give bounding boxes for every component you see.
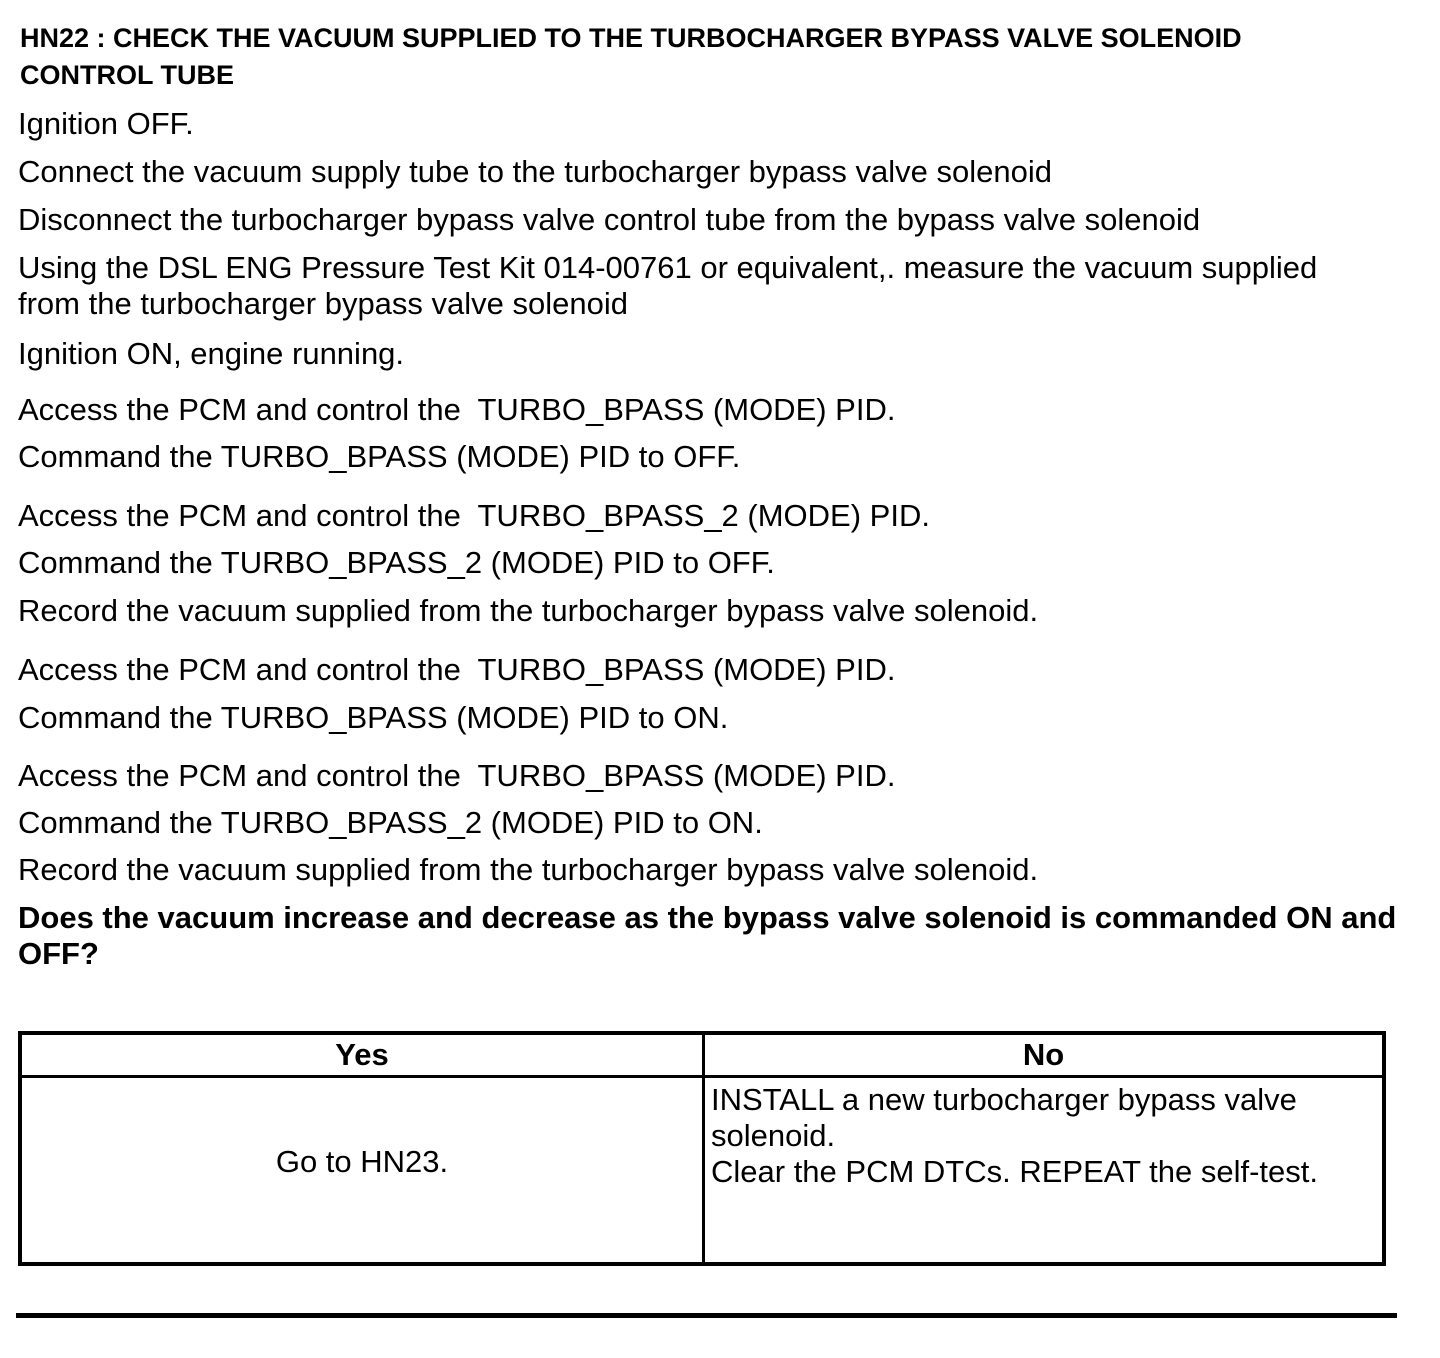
- step-line: Record the vacuum supplied from the turbocharger bypass valve solenoid.: [18, 593, 1039, 628]
- yes-action: Go to HN23.: [20, 1077, 704, 1265]
- decision-table: [18, 1031, 1386, 1266]
- no-action-clear: Clear the PCM DTCs. REPEAT the self-test.: [711, 1154, 1318, 1189]
- yes-header: Yes: [20, 1033, 704, 1077]
- step-line: Disconnect the turbocharger bypass valve control tube from the bypass valve solenoid: [18, 202, 1201, 237]
- no-action-install: INSTALL a new turbocharger bypass valve solenoid.: [711, 1082, 1297, 1153]
- no-action: [704, 1077, 1385, 1265]
- step-line: Ignition OFF.: [18, 106, 194, 141]
- step-line: Access the PCM and control the TURBO_BPASS (MODE) PID.: [18, 392, 896, 427]
- step-line: Command the TURBO_BPASS_2 (MODE) PID to ON.: [18, 805, 763, 840]
- step-line: Command the TURBO_BPASS_2 (MODE) PID to OFF.: [18, 545, 775, 580]
- no-header: No: [704, 1033, 1385, 1077]
- step-line: Command the TURBO_BPASS (MODE) PID to ON.: [18, 700, 729, 735]
- step-line: Command the TURBO_BPASS (MODE) PID to OFF.: [18, 439, 741, 474]
- step-heading: HN22 : CHECK THE VACUUM SUPPLIED TO THE TURBOCHARGER BYPASS VALVE SOLENOID CONTROL TUBE: [20, 23, 1242, 90]
- step-line: Access the PCM and control the TURBO_BPASS (MODE) PID.: [18, 652, 896, 687]
- bottom-divider: [16, 1313, 1397, 1318]
- step-line: Record the vacuum supplied from the turbocharger bypass valve solenoid.: [18, 852, 1039, 887]
- step-line: Access the PCM and control the TURBO_BPASS (MODE) PID.: [18, 758, 896, 793]
- step-line: Connect the vacuum supply tube to the turbocharger bypass valve solenoid: [18, 154, 1052, 189]
- decision-question: Does the vacuum increase and decrease as the bypass valve solenoid is commanded ON and OFF?: [18, 900, 1397, 971]
- step-line: Access the PCM and control the TURBO_BPASS_2 (MODE) PID.: [18, 498, 930, 533]
- step-line: Ignition ON, engine running.: [18, 336, 405, 371]
- step-line: Using the DSL ENG Pressure Test Kit 014-00761 or equivalent,. measure the vacuum supplied from the turbocharger bypass valve solenoid: [18, 250, 1318, 321]
